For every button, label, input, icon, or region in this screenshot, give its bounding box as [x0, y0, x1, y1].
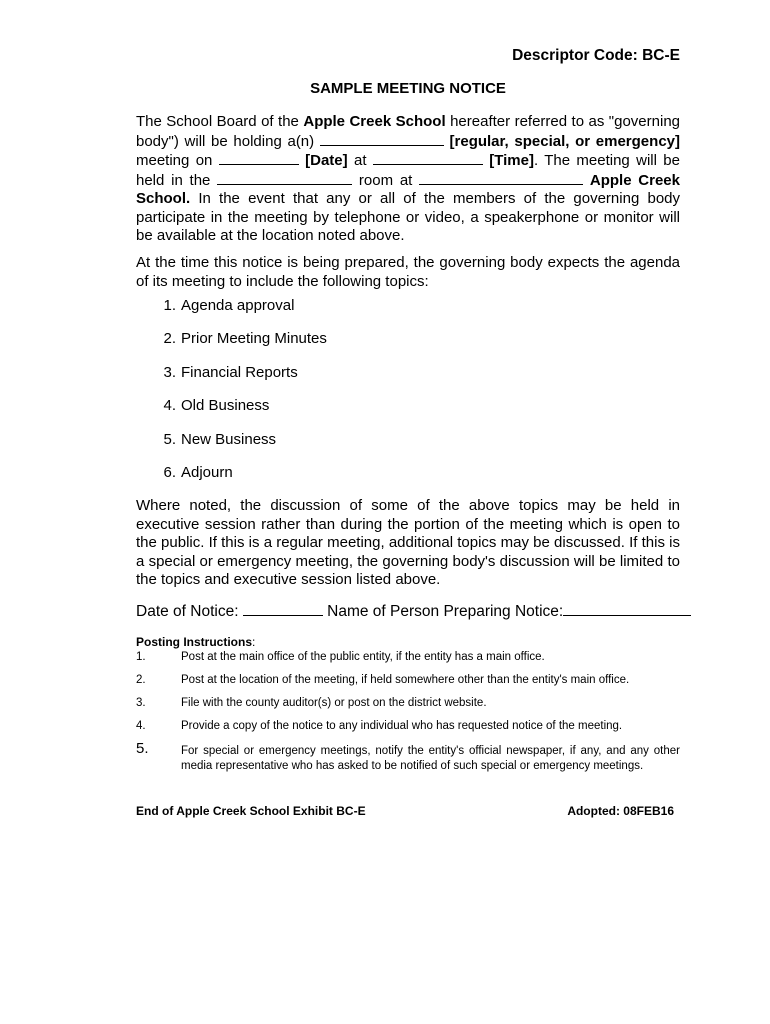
step-text: Post at the location of the meeting, if held somewhere other than the entity's main office. [181, 674, 630, 686]
footer-adopted: Adopted: 08FEB16 [567, 804, 674, 818]
date-of-notice-label: Date of Notice: [136, 603, 239, 620]
date-of-notice-blank[interactable] [243, 602, 323, 616]
step-number: 3. [136, 697, 146, 709]
para1-text-7: In the event that any or all of the members of the governing body participate in the meeting by telephone or video, a speakerphone or monitor will be available at the location noted above. [136, 190, 680, 244]
posting-colon: : [252, 635, 256, 649]
school-name: Apple Creek School [303, 113, 446, 130]
para1-text-2: hereafter referred to as "governing body") will be holding a(n) [136, 113, 681, 150]
date-label: [Date] [305, 152, 348, 169]
list-item-label: Financial Reports [181, 363, 298, 381]
list-item-label: Prior Meeting Minutes [181, 330, 327, 348]
step-number: 2. [136, 674, 146, 686]
preparer-label: Name of Person Preparing Notice: [327, 603, 564, 620]
list-item-label: Adjourn [181, 463, 233, 481]
list-item-label: Old Business [181, 397, 270, 415]
list-item-label: New Business [181, 430, 277, 448]
notice-paragraph [136, 113, 680, 246]
step-text: Provide a copy of the notice to any individual who has requested notice of the meeting. [181, 720, 623, 732]
step-number: 4. [136, 720, 146, 732]
meeting-type-blank[interactable] [320, 132, 444, 146]
school-name-2: Apple Creek School. [136, 171, 680, 207]
step-text: Post at the main office of the public entity, if the entity has a main office. [181, 651, 545, 663]
para1-text-3: meeting on [136, 152, 219, 169]
location-blank[interactable] [419, 171, 583, 185]
step-number: 5. [136, 740, 149, 757]
list-item-label: Agenda approval [181, 297, 295, 314]
para1-text-5: . The meeting will be held in the [136, 152, 680, 189]
executive-session-paragraph: Where noted, the discussion of some of the above topics may be held in executive session rather than during the portion of the meeting which is open to the public. If this is a regular meeting, additional topics may be discussed. If this is a special or emergency meeting, the governing body's discussion will be limited to the topics and executive session listed above. [136, 497, 680, 588]
footer-exhibit: End of Apple Creek School Exhibit BC-E [136, 804, 366, 818]
posting-title: Posting Instructions [136, 635, 253, 649]
notice-signature-line [136, 602, 680, 621]
date-blank[interactable] [219, 151, 299, 165]
meeting-type-options: [regular, special, or emergency] [449, 132, 680, 150]
list-item-number: 2. [163, 330, 176, 348]
step-number: 1. [136, 651, 146, 663]
list-item-number: 5. [163, 430, 176, 448]
posting-instructions-heading [136, 635, 255, 649]
preparer-blank[interactable] [563, 602, 691, 616]
list-item-number: 1. [163, 297, 176, 314]
step-text: For special or emergency meetings, notify the entity's official newspaper, if any, and any other media representative who has asked to be notified of such special or emergency meetings. [181, 745, 680, 772]
para1-text-1: The School Board of the [136, 113, 304, 130]
para1-text-6: room at [352, 171, 420, 189]
time-blank[interactable] [373, 151, 483, 165]
time-label: [Time] [489, 152, 534, 169]
list-item-number: 6. [163, 463, 176, 481]
step-text: File with the county auditor(s) or post on the district website. [181, 697, 487, 709]
para1-text-4: at [347, 152, 373, 169]
room-blank[interactable] [217, 171, 352, 185]
page-title: SAMPLE MEETING NOTICE [310, 80, 506, 97]
descriptor-code: Descriptor Code: BC-E [512, 47, 680, 64]
list-item-number: 3. [163, 363, 176, 381]
list-item-number: 4. [163, 397, 176, 415]
agenda-intro: At the time this notice is being prepared, the governing body expects the agenda of its meeting to include the following topics: [136, 254, 680, 290]
